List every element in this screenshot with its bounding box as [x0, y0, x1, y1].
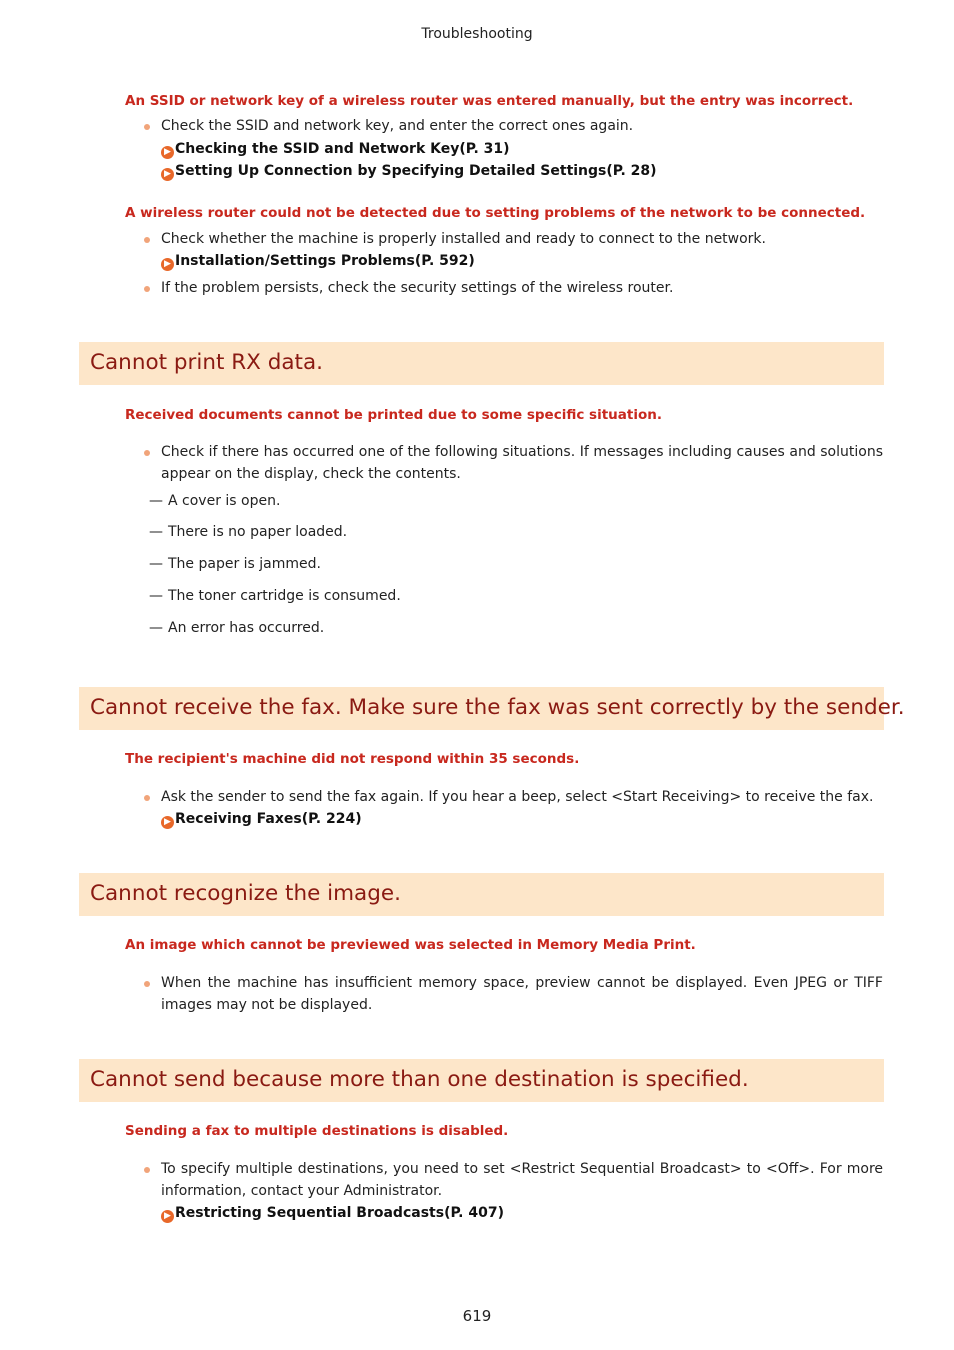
bullet-dot-icon — [144, 981, 150, 987]
cause-heading-image: An image which cannot be previewed was selected in Memory Media Print. — [125, 937, 696, 953]
bullet-check-installation — [161, 229, 883, 251]
link-text: Checking the SSID and Network Key(P. 31) — [175, 141, 510, 157]
bullet-text: Check if there has occurred one of the following situations. If messages including causes and solutions appear on the display, check the contents. — [161, 444, 883, 482]
sub-item — [149, 556, 321, 572]
dash-icon: — — [149, 524, 163, 540]
dash-icon: — — [149, 493, 163, 509]
page-number: 619 — [462, 1307, 492, 1325]
arrow-right-circle-icon: ▶ — [161, 146, 174, 159]
section-title: Cannot send because more than one destination is specified. — [90, 1067, 749, 1092]
section-band-recognize-image — [79, 873, 884, 916]
section-band-send-destinations — [79, 1059, 884, 1102]
bullet-check-situations — [161, 442, 883, 485]
bullet-text: If the problem persists, check the security settings of the wireless router. — [161, 280, 674, 296]
cause-heading-send: Sending a fax to multiple destinations is disabled. — [125, 1123, 509, 1139]
link-text: Receiving Faxes(P. 224) — [175, 811, 362, 827]
link-text: Restricting Sequential Broadcasts(P. 407) — [175, 1205, 504, 1221]
arrow-right-circle-icon: ▶ — [161, 816, 174, 829]
bullet-text: To specify multiple destinations, you need to set <Restrict Sequential Broadcast> to <Off>. For more information, contact your Administrator. — [161, 1161, 883, 1199]
dash-icon: — — [149, 588, 163, 604]
section-band-receive-fax — [79, 687, 905, 730]
bullet-dot-icon — [144, 286, 150, 292]
section-band-rx-data — [79, 342, 884, 385]
sub-item-text: An error has occurred. — [168, 620, 325, 636]
sub-item-text: There is no paper loaded. — [168, 524, 348, 540]
link-text: Installation/Settings Problems(P. 592) — [175, 253, 475, 269]
bullet-specify-destinations — [161, 1159, 883, 1202]
bullet-dot-icon — [144, 124, 150, 130]
sub-item-text: The paper is jammed. — [168, 556, 321, 572]
sub-item — [149, 620, 324, 636]
section-title: Cannot print RX data. — [90, 350, 323, 375]
sub-item-text: A cover is open. — [168, 493, 281, 509]
bullet-text: Check whether the machine is properly installed and ready to connect to the network. — [161, 231, 766, 247]
link-restricting-broadcasts[interactable] — [161, 1203, 504, 1223]
bullet-dot-icon — [144, 450, 150, 456]
arrow-right-circle-icon: ▶ — [161, 168, 174, 181]
link-receiving-faxes[interactable] — [161, 809, 362, 829]
bullet-dot-icon — [144, 1167, 150, 1173]
bullet-security-settings — [161, 278, 883, 300]
cause-heading-rx: Received documents cannot be printed due to some specific situation. — [125, 407, 662, 423]
cause-heading-fax: The recipient's machine did not respond within 35 seconds. — [125, 751, 580, 767]
cause-heading-ssid-incorrect: An SSID or network key of a wireless router was entered manually, but the entry was incorrect. — [125, 93, 854, 109]
bullet-check-ssid — [161, 116, 883, 138]
dash-icon: — — [149, 556, 163, 572]
bullet-insufficient-memory — [161, 973, 883, 1016]
bullet-dot-icon — [144, 237, 150, 243]
bullet-ask-sender — [161, 787, 883, 809]
section-title: Cannot recognize the image. — [90, 881, 401, 906]
section-title: Cannot receive the fax. Make sure the fax was sent correctly by the sender. — [90, 695, 905, 720]
sub-item-text: The toner cartridge is consumed. — [168, 588, 401, 604]
dash-icon: — — [149, 620, 163, 636]
link-text: Setting Up Connection by Specifying Detailed Settings(P. 28) — [175, 163, 657, 179]
arrow-right-circle-icon: ▶ — [161, 1210, 174, 1223]
bullet-text: Check the SSID and network key, and enter the correct ones again. — [161, 118, 634, 134]
sub-item — [149, 588, 401, 604]
link-checking-ssid[interactable] — [161, 139, 510, 159]
sub-item — [149, 493, 280, 509]
bullet-dot-icon — [144, 795, 150, 801]
arrow-right-circle-icon: ▶ — [161, 258, 174, 271]
page-header: Troubleshooting — [421, 26, 533, 42]
cause-heading-router-not-detected: A wireless router could not be detected due to setting problems of the network to be connected. — [125, 205, 866, 221]
link-setting-up-connection[interactable] — [161, 161, 657, 181]
link-installation-problems[interactable] — [161, 251, 475, 271]
sub-item — [149, 524, 347, 540]
bullet-text: When the machine has insufficient memory space, preview cannot be displayed. Even JPEG or TIFF images may not be displayed. — [161, 975, 883, 1013]
bullet-text: Ask the sender to send the fax again. If you hear a beep, select <Start Receiving> to receive the fax. — [161, 789, 874, 805]
